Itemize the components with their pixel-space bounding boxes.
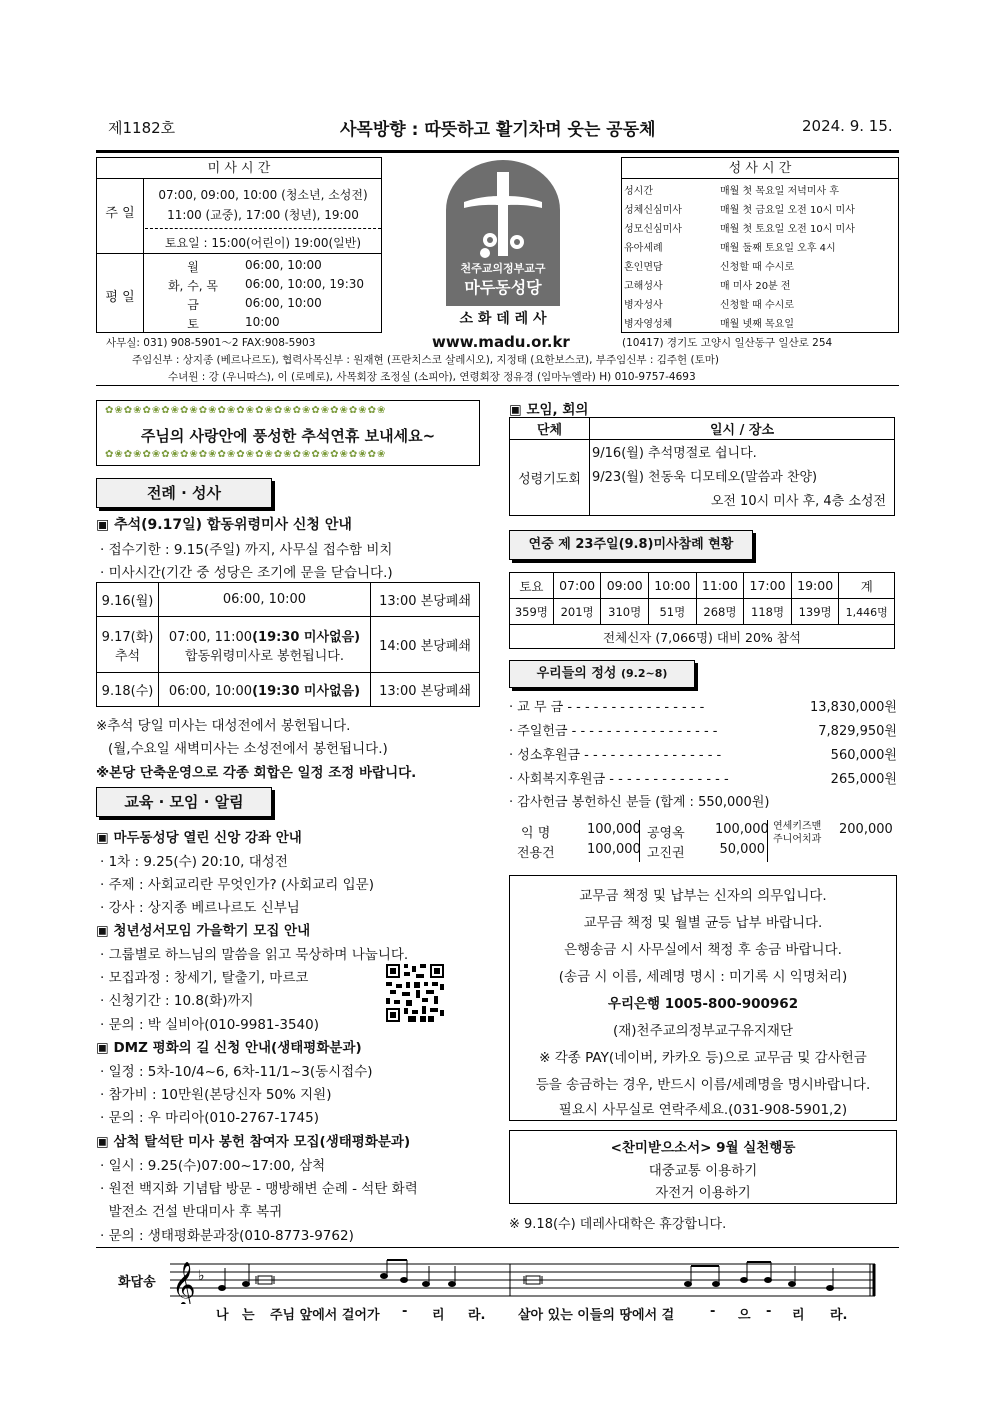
attendance-title: 연중 제 23주일(9.8)미사참례 현황 [509, 530, 753, 560]
weekday-3-day: 금 [187, 298, 199, 312]
dmz-line: · 일정 : 5차-10/4~6, 6차-11/1~3(동시접수) [100, 1064, 373, 1080]
attendance-summary: 전체신자 (7,066명) 대비 20% 참석 [510, 625, 895, 649]
faith-lecture-line: · 강사 : 상지종 베르나르도 신부님 [100, 900, 300, 916]
faith-lecture-title: ▣ 마두동성당 열린 신앙 강좌 안내 [96, 826, 302, 846]
chuseok-note-3: ※본당 단축운영으로 각종 회합은 일정 조정 바랍니다. [96, 765, 417, 781]
sunday-label: 주 일 [105, 206, 135, 221]
dmz-line: · 참가비 : 10만원(본당신자 50% 지원) [100, 1087, 332, 1103]
donor-name: 고진권 [647, 846, 685, 861]
donor-amount: 100,000 [587, 822, 641, 837]
thanks-offering-title: · 감사헌금 봉헌하신 분들 (합계 : 550,000원) [509, 795, 770, 810]
donor-amount: 100,000 [715, 822, 769, 837]
dmz-title: ▣ DMZ 평화의 길 신청 안내(생태평화분과) [96, 1036, 362, 1056]
row-time: 06:00, 10:00 [159, 583, 371, 617]
diocese-name: 천주교의정부교구 [460, 262, 546, 275]
sunday-times-1: 07:00, 09:00, 10:00 (청소년, 소성전) [158, 188, 368, 202]
faith-lecture-line: · 주제 : 사회교리란 무엇인가? (사회교리 입문) [100, 877, 374, 893]
donor-grid [509, 818, 897, 864]
sacrament-times-box: 성 사 시 간 성시간 매월 첫 목요일 저녁미사 후 성체신심미사 매월 첫 금요일 오전 10시 미사 성모신심미사 매월 첫 토요일 오전 10시 미사 유아세례 매월 둘째 토요일 오후 4시 혼인면담 신청할 때 수시로 고해성사 매 미사 20분 전 병자성사 신청할 때 수시로 병자영성체 매월 넷째 목요일 [621, 157, 899, 333]
flower-border-icon: ✿❀✿❀✿❀✿❀✿❀✿❀✿❀✿❀✿❀✿❀✿❀✿❀✿❀✿❀✿❀ [105, 405, 387, 416]
samcheok-title: ▣ 삼척 탈석탄 미사 봉헌 참여자 모집(생태평화분과) [96, 1130, 410, 1150]
samcheok-line: · 문의 : 생태평화분과장(010-8773-9762) [100, 1228, 354, 1244]
flower-border-icon: ✿❀✿❀✿❀✿❀✿❀✿❀✿❀✿❀✿❀✿❀✿❀✿❀✿❀✿❀✿❀ [105, 449, 387, 460]
chuseok-note-1: ※추석 당일 미사는 대성전에서 봉헌됩니다. [96, 718, 351, 734]
youth-bible-line: · 모집과정 : 창세기, 탈출기, 마르코 [100, 970, 309, 986]
psalm-lyrics: 나 는 주님 앞에서 걸어가 - 리 라. 살아 있는 이들의 땅에서 걸 - 으 - 리 라. [216, 1304, 848, 1323]
donor-amount: 200,000 [839, 822, 893, 837]
chuseok-deadline: · 접수기한 : 9.15(주일) 까지, 사무실 접수함 비치 [100, 542, 393, 558]
parish-name: 마두동성당 [464, 278, 542, 297]
website[interactable]: www.madu.or.kr [432, 333, 570, 351]
greeting-text: 주님의 사랑안에 풍성한 추석연휴 보내세요~ [140, 427, 436, 445]
donor-amount: 50,000 [719, 842, 765, 857]
footer-rule [96, 1247, 899, 1248]
weekday-label: 평 일 [105, 290, 135, 305]
row-date: 9.16(월) [97, 583, 159, 617]
tithe-line: (송금 시 이름, 세례명 명시 : 미기록 시 익명처리) [558, 969, 848, 985]
tithe-line: 은행송금 시 사무실에서 책정 후 송금 바랍니다. [564, 942, 842, 958]
meetings-table [509, 417, 895, 516]
laudato-box [509, 1130, 897, 1204]
samcheok-line: · 일시 : 9.25(수)07:00~17:00, 삼척 [100, 1158, 326, 1174]
sunday-times-2: 11:00 (교중), 17:00 (청년), 19:00 [167, 208, 359, 222]
row-time: 06:00, 10:00(19:30 미사없음) [159, 673, 371, 707]
tithe-line: 교무금 책정 및 납부는 신자의 의무입니다. [579, 888, 827, 904]
row-date: 9.17(화) 추석 [97, 617, 159, 673]
youth-bible-line: · 그룹별로 하느님의 말씀을 읽고 묵상하며 나눕니다. [100, 947, 409, 963]
attendance-table [509, 572, 895, 649]
mass-times-title: 미 사 시 간 [97, 158, 381, 179]
row-close: 13:00 본당폐쇄 [371, 583, 480, 617]
parish-address: (10417) 경기도 고양시 일산동구 일산로 254 [622, 337, 833, 349]
row-close: 14:00 본당폐쇄 [371, 617, 480, 673]
sacrament-times-title: 성 사 시 간 [622, 158, 898, 179]
laudato-line: 대중교통 이용하기 [648, 1163, 758, 1179]
weekday-1-day: 월 [187, 260, 199, 274]
psalm-staff [170, 1258, 880, 1304]
pay-note: 필요시 사무실로 연락주세요.(031-908-5901,2) [558, 1102, 848, 1118]
office-contact: 사무실: 031) 908-5901～2 FAX:908-5903 [106, 337, 316, 349]
samcheok-line: 발전소 건설 반대미사 후 복귀 [100, 1204, 283, 1220]
greeting-box [96, 400, 480, 466]
faith-lecture-line: · 1차 : 9.25(수) 20:10, 대성전 [100, 854, 288, 870]
pay-note: ※ 각종 PAY(네이버, 카카오 등)으로 교무금 및 감사헌금 [539, 1050, 867, 1066]
row-time: 07:00, 11:00(19:30 미사없음) 합동위령미사로 봉헌됩니다. [159, 617, 371, 673]
parish-logo [446, 160, 560, 306]
weekday-2-time: 06:00, 10:00, 19:30 [245, 277, 365, 291]
attendance-header-row: 토요 07:00 09:00 10:00 11:00 17:00 19:00 계 [510, 573, 895, 599]
meetings-detail: 9/16(월) 추석명절로 쉽니다. 9/23(월) 천동욱 디모테오(말씀과 찬양) 오전 10시 미사 후, 4층 소성전 [590, 440, 895, 516]
weekday-4-day: 토 [187, 317, 199, 331]
offerings-title: 우리들의 정성 (9.2~8) [509, 660, 695, 688]
priests-line: 주임신부 : 상지종 (베르나르도), 협력사목신부 : 원재현 (프란치스코 살레시오), 지정태 (요한보스코), 부주임신부 : 김주헌 (토마) [132, 354, 719, 366]
patron-saint: 소 화 데 레 사 [459, 311, 547, 327]
offering-row: · 성소후원금 - - - - - - - - - - - - - - - - 560,000원 [509, 748, 897, 763]
youth-bible-line: · 문의 : 박 실비아(010-9981-3540) [100, 1017, 320, 1033]
tithe-box [509, 875, 897, 1121]
chuseok-note-2: (월,수요일 새벽미사는 소성전에서 봉헌됩니다.) [108, 741, 388, 757]
holiday-note: ※ 9.18(수) 데레사대학은 휴강합니다. [509, 1217, 727, 1232]
dmz-line: · 문의 : 우 마리아(010-2767-1745) [100, 1110, 320, 1126]
donor-amount: 100,000 [587, 842, 641, 857]
laudato-line: 자전거 이용하기 [655, 1185, 751, 1201]
staff-line: 수녀원 : 강 (우니따스), 이 (로메로), 사목회장 조정실 (소피아), 연령회장 정유경 (임마누엘라) H) 010-9757-4693 [168, 371, 696, 383]
samcheok-line: · 원전 백지화 기념탑 방문 - 맹방해변 순례 - 석탄 화력 [100, 1181, 418, 1197]
offering-row: · 교 무 금 - - - - - - - - - - - - - - - - 13,830,000원 [509, 700, 897, 715]
row-date: 9.18(수) [97, 673, 159, 707]
donor-name: 전용건 [517, 846, 555, 861]
youth-bible-title: ▣ 청년성서모임 가을학기 모집 안내 [96, 919, 310, 939]
row-close: 13:00 본당폐쇄 [371, 673, 480, 707]
chuseok-title: ▣ 추석(9.17일) 합동위령미사 신청 안내 [96, 514, 352, 534]
weekday-1-time: 06:00, 10:00 [245, 258, 322, 272]
offering-row: · 사회복지후원금 - - - - - - - - - - - - - - 265,000원 [509, 772, 897, 787]
weekday-4-time: 10:00 [245, 315, 280, 329]
donor-name: 익 명 [521, 826, 551, 841]
svg-text:♭: ♭ [198, 1268, 205, 1284]
meetings-col-time: 일시 / 장소 [590, 418, 895, 440]
donor-name: 공영옥 [647, 826, 685, 841]
saturday-times: 토요일 : 15:00(어린이) 19:00(일반) [164, 236, 362, 250]
weekday-2-day: 화, 수, 목 [167, 279, 219, 293]
psalm-label: 화답송 [118, 1275, 156, 1290]
weekday-3-time: 06:00, 10:00 [245, 296, 322, 310]
issue-number: 제1182호 [108, 119, 176, 137]
qr-code-icon[interactable] [386, 964, 444, 1022]
pay-note: 등을 송금하는 경우, 반드시 이름/세례명을 명시바랍니다. [535, 1077, 871, 1093]
contact-rule [96, 385, 899, 386]
header-rule [96, 150, 899, 153]
parish-motto: 사목방향 : 따뜻하고 활기차며 웃는 공동체 [340, 120, 656, 140]
offering-row: · 주일헌금 - - - - - - - - - - - - - - - - - 7,829,950원 [509, 724, 897, 739]
meetings-col-group: 단체 [510, 418, 590, 440]
svg-text:𝄞: 𝄞 [172, 1262, 196, 1304]
meetings-group: 성령기도회 [510, 440, 590, 516]
foundation-name: (재)천주교의정부교구유지재단 [612, 1023, 794, 1039]
attendance-value-row: 359명 201명 310명 51명 268명 118명 139명 1,446명 [510, 599, 895, 625]
chuseok-mass-time-note: · 미사시간(기간 중 성당은 조기에 문을 닫습니다.) [100, 565, 393, 581]
tithe-line: 교무금 책정 및 월별 균등 납부 바랍니다. [583, 915, 823, 931]
donor-name: 연세키즈맨 주니어치과 [773, 821, 822, 845]
section-liturgy: 전례 · 성사 [96, 478, 272, 508]
section-education: 교육 · 모임 · 알림 [96, 787, 272, 817]
youth-bible-line: · 신청기간 : 10.8(화)까지 [100, 993, 254, 1009]
mass-times-box [96, 157, 382, 333]
chuseok-mass-table [96, 582, 480, 707]
issue-date: 2024. 9. 15. [802, 117, 893, 135]
bank-account: 우리은행 1005-800-900962 [607, 996, 799, 1012]
meetings-title: ▣ 모임, 회의 [509, 398, 588, 418]
laudato-title: <찬미받으소서> 9월 실천행동 [610, 1140, 796, 1156]
